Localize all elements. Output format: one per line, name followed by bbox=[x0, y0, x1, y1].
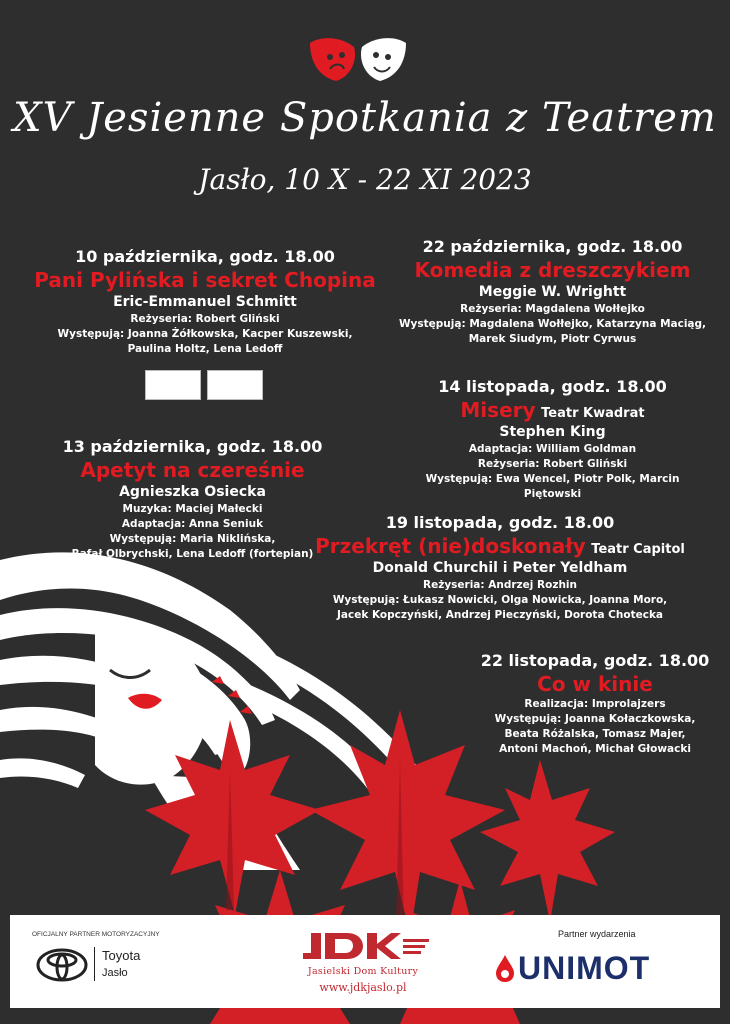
toyota-logo-icon bbox=[36, 948, 88, 982]
event-3 bbox=[400, 377, 705, 502]
culture-institute-logo bbox=[207, 370, 263, 400]
event-title: Pani Pylińska i sekret Chopina bbox=[34, 268, 376, 292]
event-credit: Marek Siudym, Piotr Cyrwus bbox=[468, 333, 637, 345]
festival-dates: Jasło, 10 X - 22 XI 2023 bbox=[198, 163, 532, 196]
event-credit: Występują: Magdalena Wołłejko, Katarzyna Maciąg, bbox=[398, 318, 707, 330]
event-author: Eric-Emmanuel Schmitt bbox=[113, 294, 297, 310]
event-credit: Adaptacja: Anna Seniuk bbox=[121, 518, 264, 530]
event-credit: Reżyseria: Robert Gliński bbox=[477, 458, 628, 470]
event-author: Agnieszka Osiecka bbox=[119, 484, 266, 500]
event-title: Przekręt (nie)doskonały bbox=[315, 534, 586, 558]
event-author: Meggie W. Wrightt bbox=[478, 284, 627, 300]
event-title: Apetyt na czereśnie bbox=[80, 458, 305, 482]
event-date: 13 października, godz. 18.00 bbox=[62, 437, 323, 456]
event-credit: Muzyka: Maciej Małecki bbox=[122, 503, 263, 515]
event-date: 19 listopada, godz. 18.00 bbox=[385, 513, 615, 532]
event-title: Misery bbox=[460, 398, 536, 422]
event-credit: Występują: Łukasz Nowicki, Olga Nowicka, Joanna Moro, bbox=[332, 594, 668, 606]
event-date: 22 października, godz. 18.00 bbox=[422, 237, 683, 256]
toyota-divider bbox=[94, 947, 95, 981]
event-author: Donald Churchil i Peter Yeldham bbox=[372, 560, 628, 576]
event-credit: Rafał Olbrychski, Lena Ledoff (fortepian) bbox=[71, 548, 314, 560]
event-credit: Występują: Joanna Żółkowska, Kacper Kuszewski, bbox=[57, 328, 353, 340]
toyota-city: Jasło bbox=[102, 967, 128, 979]
unimot-name: UNIMOT bbox=[518, 950, 651, 986]
event-date: 22 listopada, godz. 18.00 bbox=[480, 651, 710, 670]
event-5 bbox=[300, 513, 700, 623]
event-2 bbox=[380, 237, 725, 347]
unimot-partner-label: Partner wydarzenia bbox=[558, 929, 636, 939]
event-credit: Realizacja: Improlajzers bbox=[524, 698, 666, 710]
jdk-name: Jasielski Dom Kultury bbox=[307, 966, 419, 977]
event-title: Komedia z dreszczykiem bbox=[414, 258, 691, 282]
event-credit: Reżyseria: Robert Gliński bbox=[130, 313, 280, 325]
event-credit: Beata Różalska, Tomasz Majer, bbox=[504, 728, 686, 740]
toyota-name: Toyota bbox=[102, 948, 141, 963]
jdk-url[interactable]: www.jdkjaslo.pl bbox=[319, 981, 407, 994]
ministry-logo bbox=[145, 370, 201, 400]
unimot-drop-icon bbox=[494, 953, 516, 983]
event-6 bbox=[470, 651, 720, 757]
event-theater: Teatr Kwadrat bbox=[541, 406, 645, 421]
event-credit: Reżyseria: Andrzej Rozhin bbox=[423, 579, 577, 591]
ministry-logos bbox=[145, 370, 265, 400]
event-date: 14 listopada, godz. 18.00 bbox=[438, 377, 667, 396]
jdk-logo-icon bbox=[293, 929, 433, 965]
event-theater: Teatr Capitol bbox=[591, 542, 685, 557]
event-credit: Występują: Maria Niklińska, bbox=[109, 533, 276, 545]
theater-masks-icon bbox=[306, 33, 410, 83]
event-date: 10 października, godz. 18.00 bbox=[75, 247, 335, 266]
main-title: XV Jesienne Spotkania z Teatrem bbox=[13, 95, 717, 141]
event-credit: Jacek Kopczyński, Andrzej Pieczyński, Dorota Chotecka bbox=[336, 609, 664, 621]
event-credit: Występują: Joanna Kołaczkowska, bbox=[494, 713, 696, 725]
toyota-partner-label: OFICJALNY PARTNER MOTORYZACYJNY bbox=[32, 931, 160, 938]
event-title: Co w kinie bbox=[537, 672, 653, 696]
event-credit: Antoni Machoń, Michał Głowacki bbox=[499, 743, 691, 755]
event-1 bbox=[20, 247, 390, 357]
event-credit: Paulina Holtz, Lena Ledoff bbox=[127, 343, 283, 355]
event-author: Stephen King bbox=[499, 424, 606, 440]
event-credit: Występują: Ewa Wencel, Piotr Polk, Marcin Piętowski bbox=[425, 473, 680, 500]
sponsor-footer bbox=[10, 915, 720, 1008]
event-credit: Reżyseria: Magdalena Wołłejko bbox=[460, 303, 645, 315]
event-credit: Adaptacja: William Goldman bbox=[468, 443, 637, 455]
